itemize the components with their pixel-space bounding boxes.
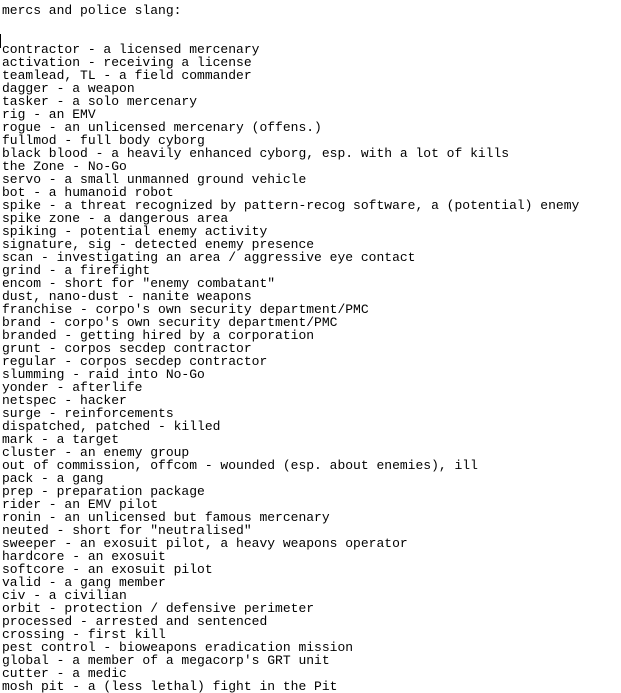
slang-entry: ronin - an unlicensed but famous mercenary <box>2 511 330 524</box>
slang-entry: spiking - potential enemy activity <box>2 225 268 238</box>
slang-entry: grind - a firefight <box>2 264 151 277</box>
slang-entry: civ - a civilian <box>2 589 127 602</box>
slang-entry: processed - arrested and sentenced <box>2 615 268 628</box>
document-title: mercs and police slang: <box>2 3 182 18</box>
slang-entry: global - a member of a megacorp's GRT unit <box>2 654 330 667</box>
slang-entry: branded - getting hired by a corporation <box>2 329 315 342</box>
slang-entry: spike zone - a dangerous area <box>2 212 229 225</box>
text-document[interactable] <box>2 4 619 693</box>
slang-entry: fullmod - full body cyborg <box>2 134 205 147</box>
slang-entry: sweeper - an exosuit pilot, a heavy weapons operator <box>2 537 408 550</box>
slang-entry: brand - corpo's own security department/PMC <box>2 316 338 329</box>
slang-list <box>2 43 619 693</box>
slang-entry: dust, nano-dust - nanite weapons <box>2 290 252 303</box>
slang-entry: teamlead, TL - a field commander <box>2 69 252 82</box>
slang-entry: franchise - corpo's own security department/PMC <box>2 303 369 316</box>
slang-entry: hardcore - an exosuit <box>2 550 166 563</box>
slang-entry: the Zone - No-Go <box>2 160 127 173</box>
slang-entry: encom - short for "enemy combatant" <box>2 277 276 290</box>
slang-entry: rig - an EMV <box>2 108 96 121</box>
text-cursor <box>0 34 1 48</box>
slang-entry: surge - reinforcements <box>2 407 174 420</box>
slang-entry: rogue - an unlicensed mercenary (offens.) <box>2 121 322 134</box>
slang-entry: servo - a small unmanned ground vehicle <box>2 173 307 186</box>
slang-entry: prep - preparation package <box>2 485 205 498</box>
slang-entry: spike - a threat recognized by pattern-recog software, a (potential) enemy <box>2 199 580 212</box>
slang-entry: pest control - bioweapons eradication mission <box>2 641 354 654</box>
slang-entry: cluster - an enemy group <box>2 446 190 459</box>
slang-entry: signature, sig - detected enemy presence <box>2 238 315 251</box>
slang-entry: activation - receiving a license <box>2 56 252 69</box>
slang-entry: crossing - first kill <box>2 628 166 641</box>
slang-entry: valid - a gang member <box>2 576 166 589</box>
slang-entry: grunt - corpos secdep contractor <box>2 342 252 355</box>
slang-entry: softcore - an exosuit pilot <box>2 563 213 576</box>
slang-entry: netspec - hacker <box>2 394 127 407</box>
slang-entry: mosh pit - a (less lethal) fight in the Pit <box>2 680 338 693</box>
slang-entry: mark - a target <box>2 433 120 446</box>
slang-entry: out of commission, offcom - wounded (esp. about enemies), ill <box>2 459 478 472</box>
slang-entry: yonder - afterlife <box>2 381 143 394</box>
slang-entry: dispatched, patched - killed <box>2 420 221 433</box>
slang-entry: black blood - a heavily enhanced cyborg, esp. with a lot of kills <box>2 147 510 160</box>
slang-entry: neuted - short for "neutralised" <box>2 524 252 537</box>
slang-entry: scan - investigating an area / aggressive eye contact <box>2 251 416 264</box>
slang-entry: bot - a humanoid robot <box>2 186 174 199</box>
slang-entry: pack - a gang <box>2 472 104 485</box>
slang-entry: rider - an EMV pilot <box>2 498 159 511</box>
slang-entry: contractor - a licensed mercenary <box>2 43 260 56</box>
slang-entry: tasker - a solo mercenary <box>2 95 198 108</box>
slang-entry: cutter - a medic <box>2 667 127 680</box>
slang-entry: orbit - protection / defensive perimeter <box>2 602 315 615</box>
slang-entry: slumming - raid into No-Go <box>2 368 205 381</box>
slang-entry: regular - corpos secdep contractor <box>2 355 268 368</box>
slang-entry: dagger - a weapon <box>2 82 135 95</box>
